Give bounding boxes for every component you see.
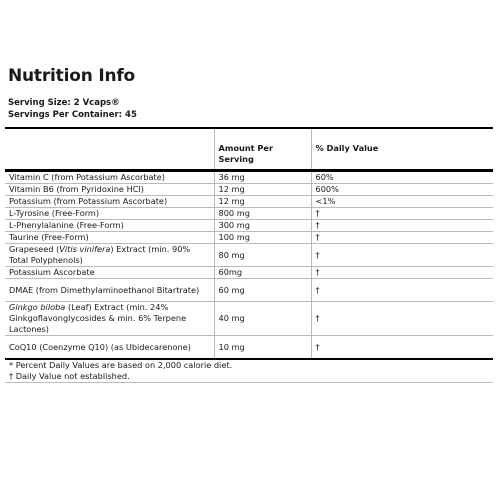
table-row: [5, 302, 493, 336]
nutrient-name: Taurine (Free-Form): [5, 232, 214, 244]
amount-value: 60mg: [214, 267, 311, 279]
amount-value: 12 mg: [214, 196, 311, 208]
serving-size: Serving Size: 2 Vcaps®: [8, 98, 120, 108]
nutrient-name: L-Phenylalanine (Free-Form): [5, 220, 214, 232]
table-header-row: [5, 128, 493, 171]
table-row: [5, 279, 493, 302]
amount-value: 100 mg: [214, 232, 311, 244]
amount-value: 80 mg: [214, 244, 311, 267]
dv-column-header: % Daily Value: [315, 143, 379, 153]
nutrient-name-pre: Grapeseed (: [9, 244, 60, 254]
table-row: [5, 171, 493, 184]
footnotes: [5, 359, 493, 383]
nutrient-name: DMAE (from Dimethylaminoethanol Bitartrate): [5, 279, 214, 302]
nutrient-name: L-Tyrosine (Free-Form): [5, 208, 214, 220]
nutrient-name: Vitamin B6 (from Pyridoxine HCl): [5, 184, 214, 196]
table-row: [5, 220, 493, 232]
page-title: Nutrition Info: [8, 66, 136, 86]
nutrient-name: Potassium Ascorbate: [5, 267, 214, 279]
dv-value: 60%: [311, 171, 493, 184]
nutrient-name: [5, 244, 214, 267]
amount-value: 60 mg: [214, 279, 311, 302]
nutrient-name-latin: Ginkgo biloba: [9, 302, 66, 312]
dv-value: †: [315, 208, 320, 218]
amount-value: 300 mg: [214, 220, 311, 232]
dv-value: †: [315, 220, 320, 230]
table-row: [5, 336, 493, 360]
nutrient-name: Potassium (from Potassium Ascorbate): [5, 196, 214, 208]
dv-value: 600%: [315, 184, 339, 194]
dv-value: †: [315, 313, 320, 323]
footnote-daily-values: * Percent Daily Values are based on 2,000 calorie diet.: [9, 360, 233, 370]
nutrient-column-header: [5, 128, 214, 171]
dv-value: †: [315, 267, 320, 277]
amount-value: 10 mg: [214, 336, 311, 360]
amount-value: 36 mg: [214, 171, 311, 184]
table-row: [5, 232, 493, 244]
amount-value: 12 mg: [214, 184, 311, 196]
nutrient-name-latin: Vitis vinifera: [59, 244, 111, 254]
nutrient-name: [5, 302, 214, 336]
servings-per-container: Servings Per Container: 45: [8, 110, 137, 120]
table-row: [5, 184, 493, 196]
table-row: [5, 196, 493, 208]
amount-value: 800 mg: [214, 208, 311, 220]
nutrition-table: [5, 127, 493, 383]
nutrient-name: CoQ10 (Coenzyme Q10) (as Ubidecarenone): [5, 336, 214, 360]
dv-value: †: [315, 341, 320, 352]
table-row: [5, 208, 493, 220]
nutrient-name-post: (Leaf) Extract (min. 24% Ginkgoflavonglycosides & min. 6% Terpene Lactones): [9, 302, 187, 334]
table-row: [5, 267, 493, 279]
dv-value: <1%: [315, 196, 336, 206]
dv-value: †: [315, 232, 320, 242]
dv-value: †: [315, 284, 320, 295]
nutrient-name: Vitamin C (from Potassium Ascorbate): [5, 171, 214, 184]
nutrient-name-post: ) Extract (min. 90% Total Polyphenols): [9, 244, 191, 265]
amount-column-header: Amount Per Serving: [214, 128, 311, 171]
table-row: [5, 244, 493, 267]
footnote-not-established: † Daily Value not established.: [9, 371, 130, 381]
dv-value: †: [315, 249, 320, 260]
amount-value: 40 mg: [214, 302, 311, 336]
footnote-row: [5, 359, 493, 383]
